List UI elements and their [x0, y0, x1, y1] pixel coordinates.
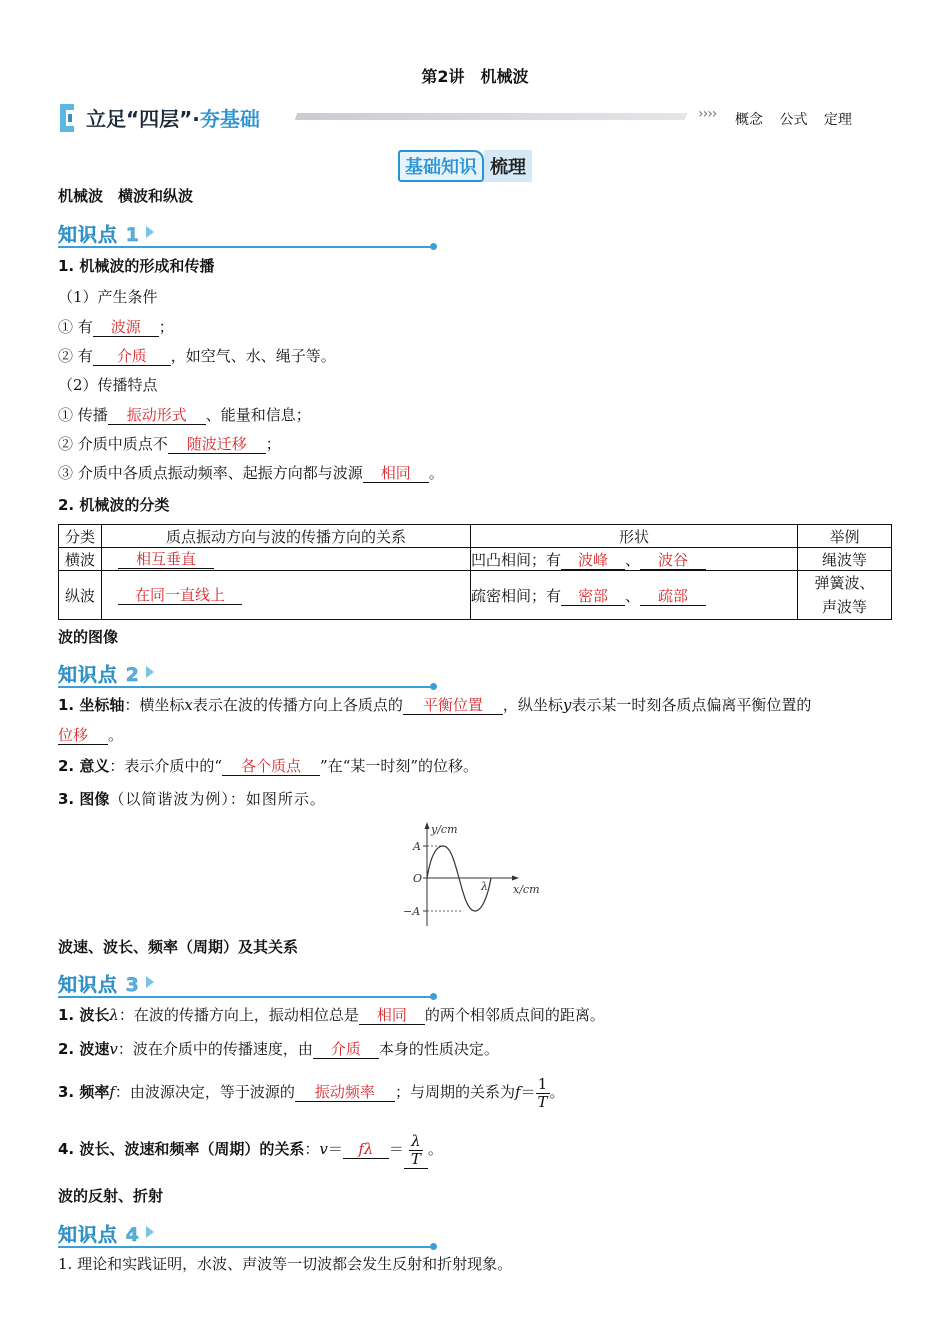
answer-blank: 波源 — [93, 318, 159, 337]
kp1-heading-1: 1. 机械波的形成和传播 — [58, 257, 215, 275]
knowledge-point-4 — [58, 1220, 448, 1250]
answer-blank: 振动频率 — [295, 1083, 395, 1102]
play-triangle-icon — [146, 1226, 154, 1238]
play-triangle-icon — [146, 226, 154, 238]
answer-blank: 相同 — [359, 1006, 425, 1025]
origin-label: O — [413, 872, 423, 885]
kp3-line-1: 1. 波长λ：在波的传播方向上，振动相位总是 相同 的两个相邻质点间的距离。 — [58, 1006, 605, 1024]
y-axis-label: y/cm — [431, 823, 458, 836]
knowledge-point-1 — [58, 220, 448, 250]
banner-arrows: ›››› — [698, 106, 717, 122]
kp-label: 知识点 3 — [58, 974, 140, 996]
table-cell: 疏密相间；有 密部 、 疏部 — [471, 571, 798, 620]
table-cell: 绳波等 — [798, 548, 892, 571]
kp1-line-1: ① 有 波源 ； — [58, 318, 174, 336]
kp2-line-1-cont: 位移 。 — [58, 726, 124, 744]
x-axis-label: x/cm — [513, 883, 540, 896]
kp2-line-1: 1. 坐标轴：横坐标x表示在波的传播方向上各质点的 平衡位置 ，纵坐标y表示某一时刻各质点偏离平衡位置的 — [58, 696, 812, 714]
sub-banner — [398, 150, 532, 178]
kp1-line-5: ③ 介质中各质点振动频率、起振方向都与波源 相同 。 — [58, 464, 444, 482]
table-header-cell: 质点振动方向与波的传播方向的关系 — [102, 525, 471, 548]
table-cell: 在同一直线上 — [102, 571, 471, 620]
answer-blank: 振动形式 — [108, 406, 206, 425]
kp3-line-3: 3. 频率f：由波源决定，等于波源的 振动频率 ；与周期的关系为f＝ $\frac{1}{T}$ 。 — [58, 1074, 565, 1111]
banner-title-accent: 夯基础 — [199, 107, 260, 131]
table-cell: 横波 — [59, 548, 102, 571]
kp1-line-4: ② 介质中质点不 随波迁移 ； — [58, 435, 281, 453]
table-cell: 弹簧波、 声波等 — [798, 571, 892, 620]
table-row — [59, 548, 892, 571]
neg-amplitude-label: −A — [403, 905, 421, 918]
table-cell: 凹凸相间；有 波峰 、 波谷 — [471, 548, 798, 571]
knowledge-point-3 — [58, 970, 448, 1000]
play-triangle-icon — [146, 976, 154, 988]
table-cell: 纵波 — [59, 571, 102, 620]
amplitude-label: A — [413, 840, 421, 853]
answer-blank: 随波迁移 — [168, 435, 266, 454]
sub-banner-rest: 梳理 — [484, 150, 532, 182]
table-header-cell: 分类 — [59, 525, 102, 548]
kp1-line-2: ② 有 介质 ，如空气、水、绳子等。 — [58, 347, 336, 365]
kp3-line-4: 4. 波长、波速和频率（周期）的关系：v＝ fλ ＝ $\frac{\lambda}{T}$ 。 — [58, 1131, 443, 1168]
section-banner — [58, 100, 858, 134]
kp-label: 知识点 4 — [58, 1224, 140, 1246]
table-header-cell: 形状 — [471, 525, 798, 548]
kp2-line-2: 2. 意义：表示介质中的“ 各个质点 ”在“某一时刻”的位移。 — [58, 757, 479, 775]
knowledge-point-2 — [58, 660, 448, 690]
answer-blank: 介质 — [313, 1040, 379, 1059]
kp1-heading-2: 2. 机械波的分类 — [58, 496, 170, 514]
kp1-line-3: ① 传播 振动形式 、能量和信息； — [58, 406, 311, 424]
table-header-row — [59, 525, 892, 548]
answer-blank: 位移 — [58, 726, 108, 745]
answer-blank: 平衡位置 — [403, 696, 503, 715]
answer-blank: fλ — [343, 1140, 389, 1159]
banner-rule — [295, 113, 688, 120]
kp2-line-3: 3. 图像（以简谐波为例）：如图所示。 — [58, 790, 326, 808]
fraction: $\frac{1}{T}$ — [537, 1074, 548, 1111]
table-header-cell: 举例 — [798, 525, 892, 548]
banner-title-main: 立足“四层”· — [86, 107, 200, 131]
wave-graph — [395, 820, 555, 930]
table-cell: 相互垂直 — [102, 548, 471, 571]
dot-icon — [430, 993, 437, 1000]
dot-icon — [430, 243, 437, 250]
section-heading: 波的反射、折射 — [58, 1187, 164, 1205]
section-heading: 机械波 横波和纵波 — [58, 187, 194, 205]
kp1-para-1: （1）产生条件 — [58, 288, 158, 306]
dot-icon — [430, 683, 437, 690]
banner-link-concept: 概念 — [735, 112, 763, 128]
banner-link-theorem: 定理 — [823, 112, 852, 128]
wave-classification-table — [58, 524, 892, 620]
fraction: $\frac{\lambda}{T}$ — [410, 1131, 421, 1168]
kp3-line-2: 2. 波速v：波在介质中的传播速度，由 介质 本身的性质决定。 — [58, 1040, 499, 1058]
play-triangle-icon — [146, 666, 154, 678]
wavelength-label: λ — [481, 880, 488, 893]
sub-banner-boxed: 基础知识 — [398, 150, 484, 182]
section-heading: 波的图像 — [58, 628, 119, 646]
section-heading: 波速、波长、频率（周期）及其关系 — [58, 938, 299, 956]
kp1-para-2: （2）传播特点 — [58, 376, 158, 394]
table-row — [59, 571, 892, 620]
banner-bracket-icon — [58, 102, 88, 134]
kp-label: 知识点 2 — [58, 664, 140, 686]
page-title: 第2讲 机械波 — [421, 67, 529, 86]
answer-blank: 介质 — [93, 347, 171, 366]
banner-link-formula: 公式 — [779, 112, 808, 128]
kp-label: 知识点 1 — [58, 224, 140, 246]
kp4-line-1: 1. 理论和实践证明，水波、声波等一切波都会发生反射和折射现象。 — [58, 1255, 513, 1273]
answer-blank: 相同 — [363, 464, 429, 483]
answer-blank: 各个质点 — [222, 757, 320, 776]
dot-icon — [430, 1243, 437, 1250]
